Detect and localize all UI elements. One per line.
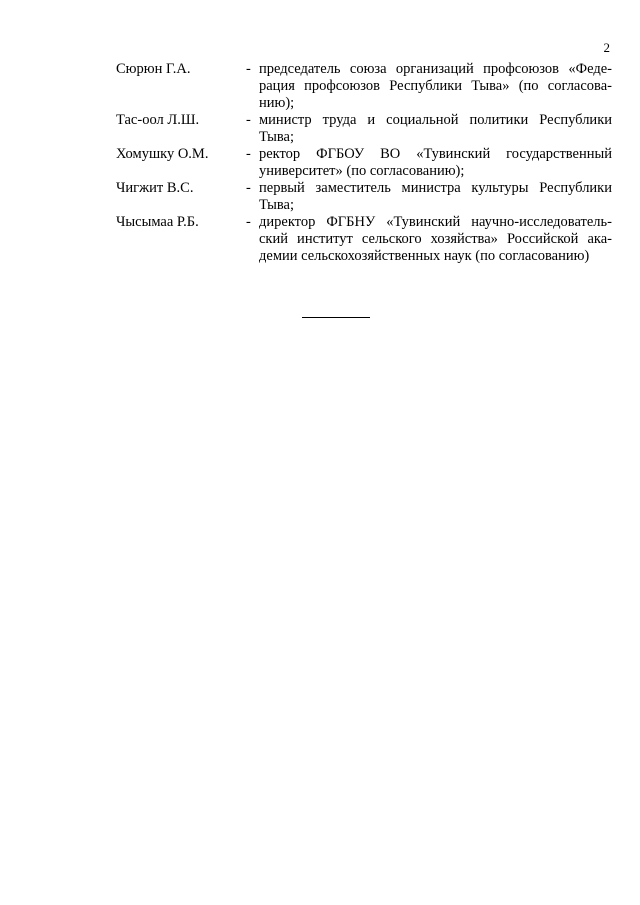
member-row-khomushku (116, 146, 612, 180)
member-name: Хомушку О.М. (116, 146, 209, 162)
member-description: председатель союза организаций профсоюзов «Федерация профсоюзов Республики Тыва» (по согласованию); (259, 61, 612, 111)
member-row-tas-ool (116, 112, 612, 146)
member-dash: - (246, 112, 251, 128)
member-description: министр труда и социальной политики Республики Тыва; (259, 112, 612, 145)
member-row-chysymaa (116, 214, 612, 265)
member-row-chigzhit (116, 180, 612, 214)
member-description: директор ФГБНУ «Тувинский научно-исследовательский институт сельского хозяйства» Российской академии сельскохозяйственных наук (по согласованию) (259, 214, 612, 264)
member-description: ректор ФГБОУ ВО «Тувинский государственный университет» (по согласованию); (259, 146, 612, 179)
member-dash: - (246, 61, 251, 77)
members-list (116, 61, 612, 265)
member-name: Чигжит В.С. (116, 180, 194, 196)
page-number: 2 (603, 40, 610, 55)
member-dash: - (246, 214, 251, 230)
member-dash: - (246, 180, 251, 196)
member-dash: - (246, 146, 251, 162)
end-of-document-rule (302, 317, 370, 318)
member-row-syuryun (116, 61, 612, 112)
member-name: Тас-оол Л.Ш. (116, 112, 200, 128)
member-name: Чысымаа Р.Б. (116, 214, 199, 230)
member-name: Сюрюн Г.А. (116, 61, 191, 77)
member-description: первый заместитель министра культуры Республики Тыва; (259, 180, 612, 213)
